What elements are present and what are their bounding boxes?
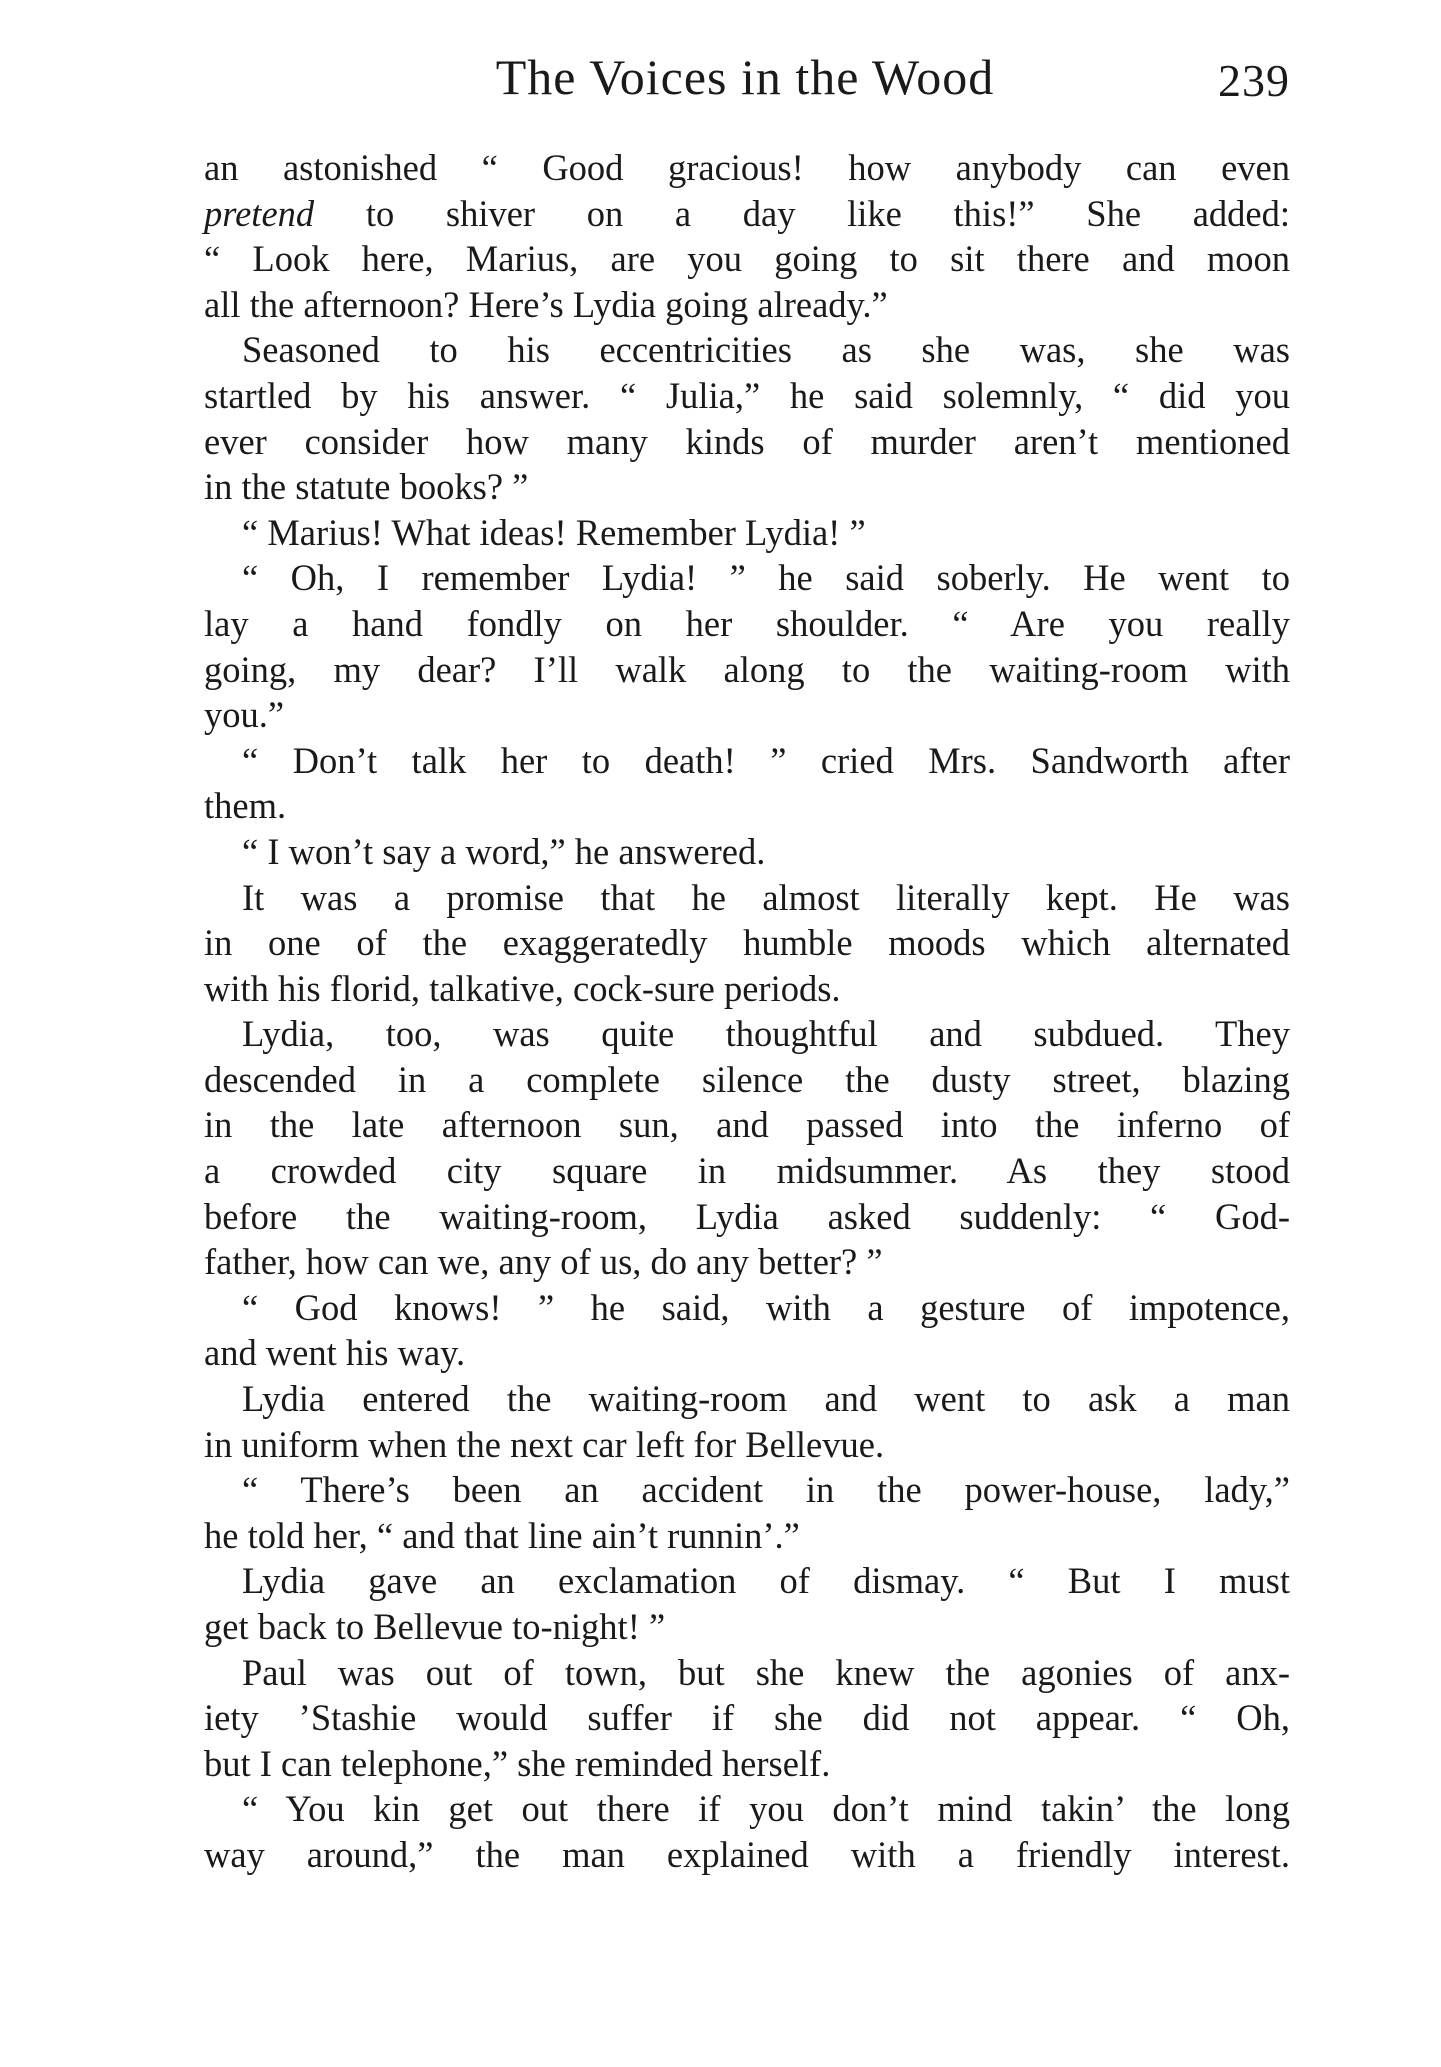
text-line: “ Marius! What ideas! Remember Lydia! ” — [242, 511, 866, 553]
text-line: startled by his answer. “ Julia,” he said solemnly, “ did you — [204, 374, 1290, 416]
text-line: “ You kin get out there if you don’t mind takin’ the long — [242, 1788, 1290, 1830]
text-line: “ There’s been an accident in the power-house, lady,” — [242, 1469, 1290, 1511]
text-line: “ I won’t say a word,” he answered. — [242, 830, 766, 872]
page-number: 239 — [1218, 55, 1290, 106]
page-title: The Voices in the Wood — [495, 49, 995, 105]
text-line: It was a promise that he almost literally kept. He was — [242, 876, 1290, 918]
text-line: iety ’Stashie would suffer if she did not appear. “ Oh, — [204, 1697, 1290, 1739]
text-line: going, my dear? I’ll walk along to the waiting-room with — [204, 648, 1290, 690]
text-line: with his florid, talkative, cock-sure periods. — [204, 967, 841, 1009]
text-line: all the afternoon? Here’s Lydia going already.” — [204, 283, 888, 325]
text-line: but I can telephone,” she reminded herself. — [204, 1742, 831, 1784]
text-line: way around,” the man explained with a friendly interest. — [204, 1833, 1290, 1875]
italic-word: pretend — [204, 192, 315, 234]
text-line: in the late afternoon sun, and passed into the inferno of — [204, 1104, 1290, 1146]
text-line: Paul was out of town, but she knew the agonies of anx- — [242, 1651, 1290, 1693]
text-line: “ Don’t talk her to death! ” cried Mrs. Sandworth after — [242, 739, 1290, 781]
text-line: them. — [204, 785, 287, 827]
running-head — [200, 48, 1290, 118]
text-line: in the statute books? ” — [204, 466, 529, 508]
text-line: he told her, “ and that line ain’t runnin’.” — [204, 1514, 800, 1556]
text-line: a crowded city square in midsummer. As they stood — [204, 1150, 1290, 1192]
text-line: and went his way. — [204, 1332, 466, 1374]
text-line: lay a hand fondly on her shoulder. “ Are you really — [204, 602, 1290, 644]
text-line: in uniform when the next car left for Bellevue. — [204, 1423, 885, 1465]
text-line: ever consider how many kinds of murder aren’t mentioned — [204, 420, 1290, 462]
text-line: in one of the exaggeratedly humble moods which alternated — [204, 922, 1290, 964]
text-line: “ Look here, Marius, are you going to sit there and moon — [204, 238, 1290, 280]
body-text — [204, 145, 1290, 1878]
text-line: pretend to shiver on a day like this!” She added: — [204, 192, 1290, 234]
text-line: “ Oh, I remember Lydia! ” he said soberly. He went to — [242, 557, 1290, 599]
text-line: descended in a complete silence the dusty street, blazing — [204, 1058, 1290, 1100]
text-line: an astonished “ Good gracious! how anybody can even — [204, 147, 1290, 188]
text-line: father, how can we, any of us, do any better? ” — [204, 1241, 883, 1283]
text-line: you.” — [204, 694, 285, 736]
text-line: Lydia entered the waiting-room and went to ask a man — [242, 1378, 1290, 1420]
text-line: “ God knows! ” he said, with a gesture of impotence, — [242, 1286, 1290, 1328]
text-line: Seasoned to his eccentricities as she was, she was — [242, 329, 1290, 371]
text-line: before the waiting-room, Lydia asked suddenly: “ God- — [204, 1195, 1290, 1237]
text-line: Lydia, too, was quite thoughtful and subdued. They — [242, 1013, 1290, 1055]
text-line: get back to Bellevue to-night! ” — [204, 1606, 666, 1647]
text-line: Lydia gave an exclamation of dismay. “ But I must — [242, 1560, 1290, 1602]
